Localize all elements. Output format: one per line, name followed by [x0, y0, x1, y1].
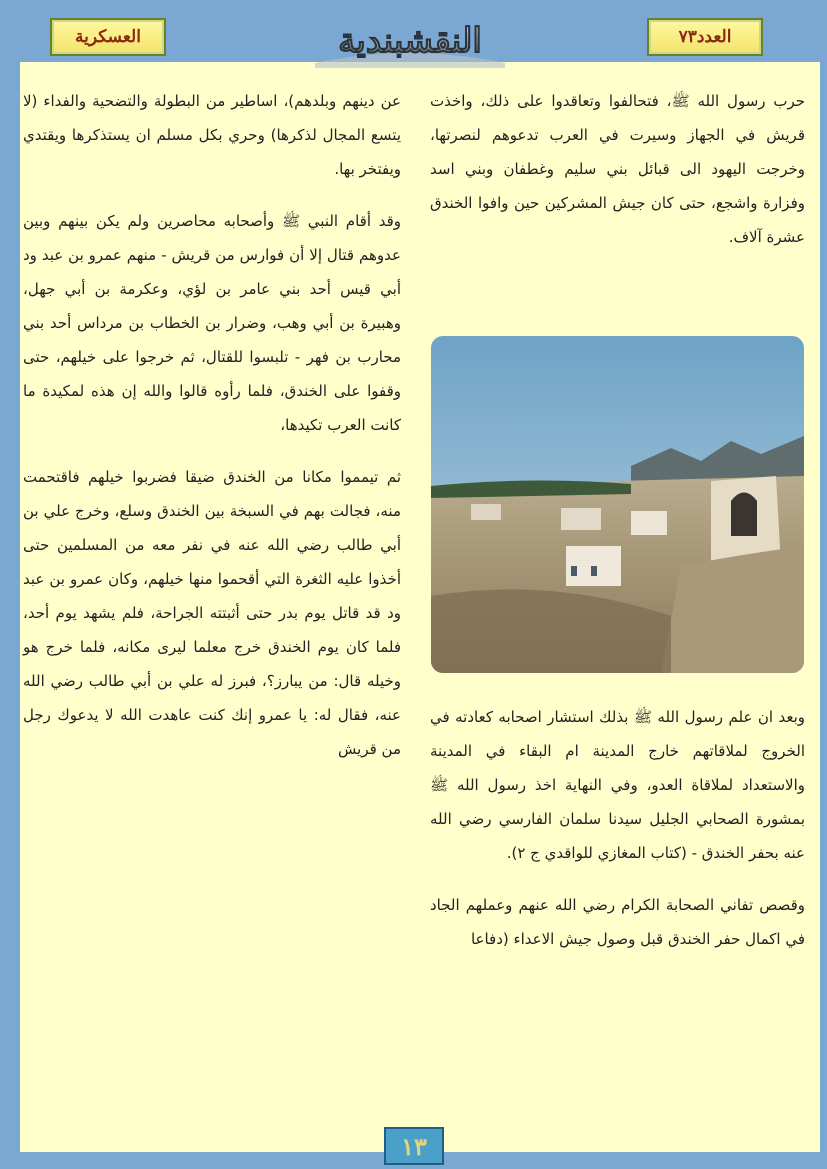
- paragraph: وقد أقام النبي ﷺ وأصحابه محاصرين ولم يكن بينهم وبين عدوهم قتال إلا أن فوارس من قريش - منهم عمرو بن عبد ود أبي قيس أحد بني عامر بن لؤي، وعكرمة بن أبي جهل، وهبيرة بن أبي وهب، وضرار بن الخطاب بن مرداس أحد بني محارب بن فهر - تلبسوا للقتال، ثم خرجوا على خيلهم، حتى وقفوا على الخندق، فلما رأوه قالوا والله إن هذه لمكيدة ما كانت العرب تكيدها،: [23, 212, 401, 434]
- svg-text:النقشبندية: النقشبندية: [338, 21, 482, 61]
- section-label: العسكرية: [50, 18, 166, 56]
- paragraph: حرب رسول الله ﷺ، فتحالفوا وتعاقدوا على ذلك، واخذت قريش في الجهاز وسيرت في العرب تدعوهم لنصرتها، وخرجت اليهود الى قبائل بني سليم وغطفان وبني اسد وفزارة واشجع، حتى كان جيش المشركين حين وافوا الخندق عشرة آلاف.: [430, 92, 805, 246]
- issue-number-label: العدد٧٣: [647, 18, 763, 56]
- paragraph: ثم تيمموا مكانا من الخندق ضيقا فضربوا خيلهم فاقتحمت منه، فجالت بهم في السبخة بين الخندق وسلع، وخرج علي بن أبي طالب رضي الله عنه في نفر معه من المسلمين حتى أخذوا عليه الثغرة التي أقحموا منها خيلهم، وكان عمرو بن عبد ود قد قاتل يوم بدر حتى أثبتته الجراحة، فلم يشهد يوم أحد، فلما كان يوم الخندق خرج معلما ليرى مكانه، فلما خرج هو وخيله قال: من يبارز؟، فبرز له علي بن أبي طالب رضي الله عنه، فقال له: يا عمرو إنك كنت عاهدت الله لا يدعوك رجل من قريش: [23, 468, 401, 758]
- paragraph: وقصص تفاني الصحابة الكرام رضي الله عنهم وعملهم الجاد في اكمال حفر الخندق قبل وصول جيش الاعداء (دفاعا: [430, 896, 805, 948]
- trench-site-photo: [431, 336, 804, 673]
- masthead-logo: [305, 8, 515, 70]
- photo-illustration: [431, 336, 804, 673]
- left-column: [23, 84, 401, 766]
- paragraph: عن دينهم وبلدهم)، اساطير من البطولة والتضحية والفداء (لا يتسع المجال لذكرها) وحري بكل مسلم ان يستذكرها ويقتدي ويفتخر بها.: [23, 92, 401, 178]
- paragraph: وبعد ان علم رسول الله ﷺ بذلك استشار اصحابه كعادته في الخروج لملاقاتهم خارج المدينة ام البقاء في المدينة والاستعداد لملاقاة العدو، وفي النهاية اخذ رسول الله ﷺ بمشورة الصحابي الجليل سيدنا سلمان الفارسي رضي الله عنه بحفر الخندق - (كتاب المغازي للواقدي ج ٢).: [430, 708, 805, 862]
- right-column-bottom: [430, 700, 805, 956]
- page-number: ١٣: [384, 1127, 444, 1165]
- right-column-top: [430, 84, 805, 254]
